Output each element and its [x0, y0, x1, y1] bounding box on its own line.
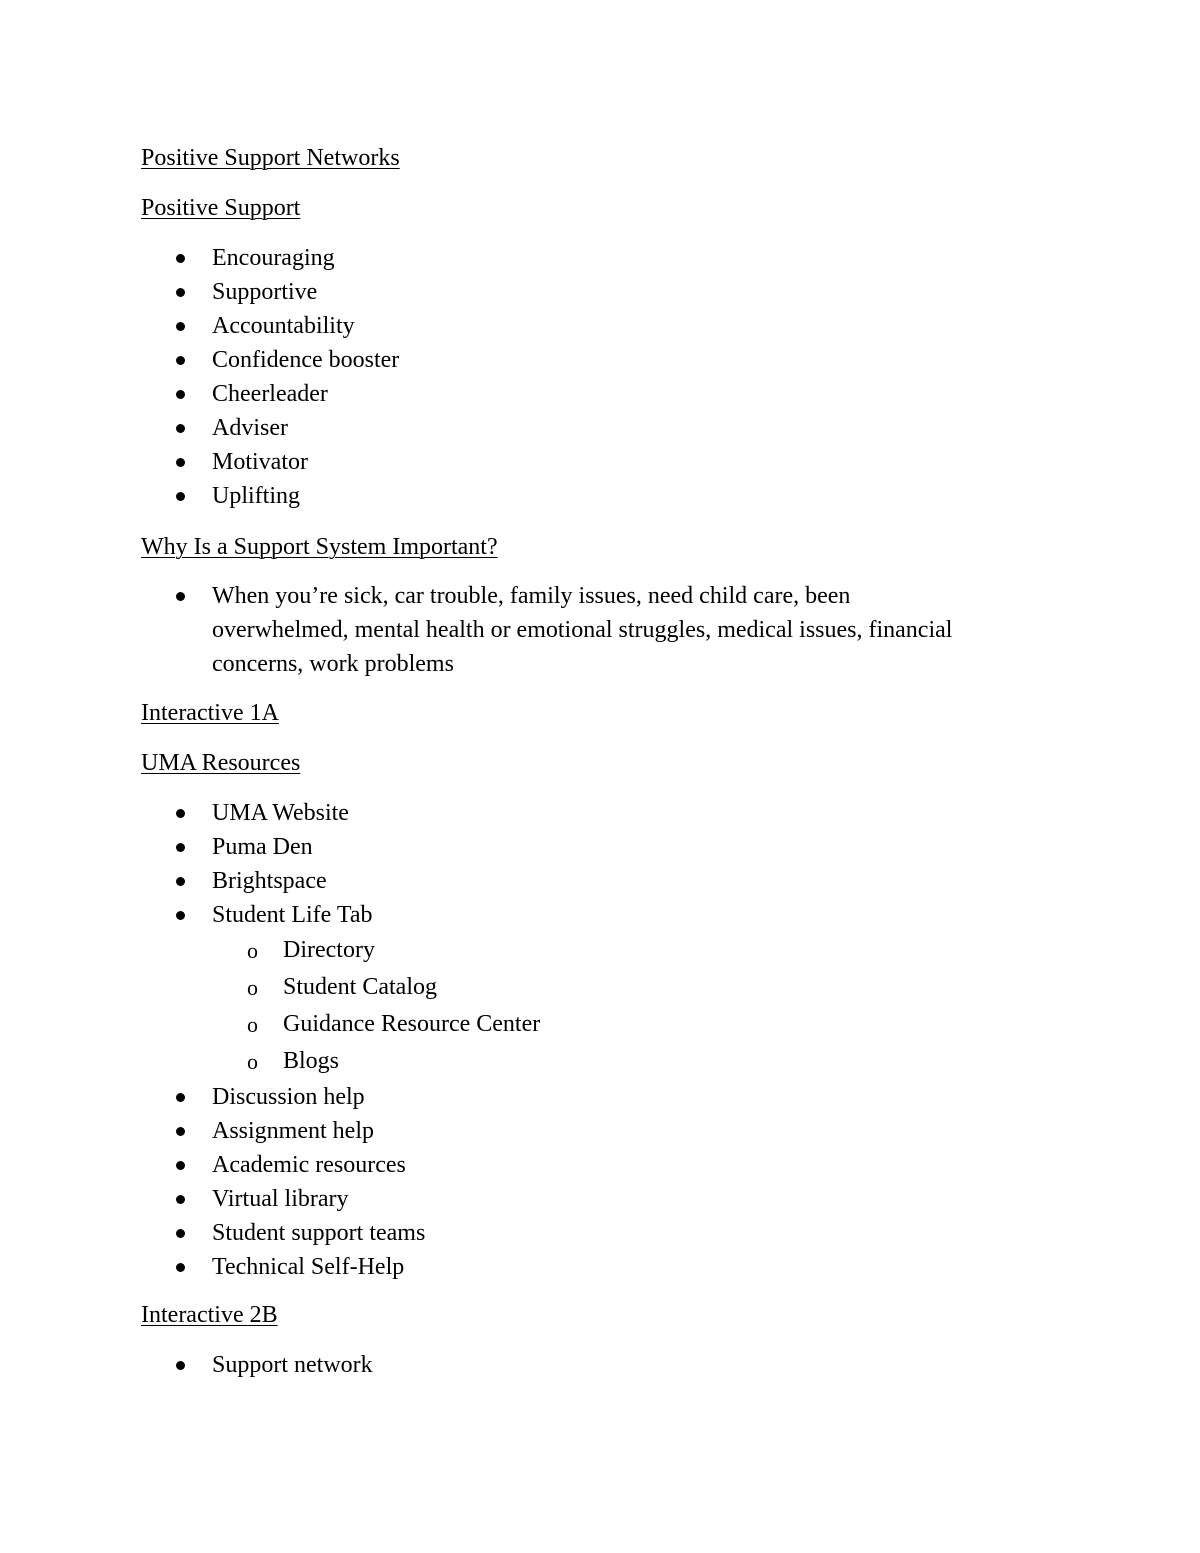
list-item: Student support teams: [0, 1216, 540, 1250]
sub-list-item: o Blogs: [0, 1043, 540, 1080]
list-item: Virtual library: [0, 1182, 540, 1216]
bullet-icon: [176, 492, 185, 501]
hollow-bullet-icon: o: [247, 975, 258, 1000]
bullet-icon: [176, 843, 185, 852]
bullet-icon: [176, 1161, 185, 1170]
list-item: Discussion help: [0, 1080, 540, 1114]
list-item: Accountability: [0, 309, 399, 343]
bullet-icon: [176, 1127, 185, 1136]
bullet-icon: [176, 1263, 185, 1272]
hollow-bullet-icon: o: [247, 1012, 258, 1037]
interactive-1a-heading: Interactive 1A: [141, 700, 279, 726]
hollow-bullet-icon: o: [247, 938, 258, 963]
document-title: Positive Support Networks: [141, 145, 400, 171]
why-important-heading: Why Is a Support System Important?: [141, 534, 498, 560]
list-item: Support network: [0, 1348, 373, 1382]
bullet-icon: [176, 458, 185, 467]
list-item: Cheerleader: [0, 377, 399, 411]
list-item: Confidence booster: [0, 343, 399, 377]
interactive-2b-heading: Interactive 2B: [141, 1302, 278, 1328]
list-item: Adviser: [0, 411, 399, 445]
list-item: Uplifting: [0, 479, 399, 513]
list-item: Supportive: [0, 275, 399, 309]
why-important-text: When you’re sick, car trouble, family issues, need child care, been overwhelmed, mental health or emotional struggles, medical issues, financial concerns, work problems: [212, 583, 953, 677]
uma-resources-list: [0, 796, 540, 1284]
bullet-icon: [176, 911, 185, 920]
interactive-2b-list: [0, 1348, 373, 1382]
bullet-icon: [176, 1361, 185, 1370]
list-item: Brightspace: [0, 864, 540, 898]
list-item: Assignment help: [0, 1114, 540, 1148]
list-item: Academic resources: [0, 1148, 540, 1182]
list-item: Puma Den: [0, 830, 540, 864]
bullet-icon: [176, 809, 185, 818]
bullet-icon: [176, 390, 185, 399]
bullet-icon: [176, 877, 185, 886]
positive-support-list: [0, 241, 399, 513]
list-item: UMA Website: [0, 796, 540, 830]
hollow-bullet-icon: o: [247, 1049, 258, 1074]
bullet-icon: [176, 424, 185, 433]
list-item: Student Life Tab: [0, 898, 540, 932]
list-item: Encouraging: [0, 241, 399, 275]
sub-list-item: o Guidance Resource Center: [0, 1006, 540, 1043]
bullet-icon: [176, 322, 185, 331]
bullet-icon: [176, 1093, 185, 1102]
positive-support-heading: Positive Support: [141, 195, 301, 221]
bullet-icon: [176, 592, 185, 601]
sub-list-item: o Student Catalog: [0, 969, 540, 1006]
list-item: Motivator: [0, 445, 399, 479]
bullet-icon: [176, 1229, 185, 1238]
uma-resources-heading: UMA Resources: [141, 750, 301, 776]
bullet-icon: [176, 254, 185, 263]
bullet-icon: [176, 1195, 185, 1204]
sub-list-item: o Directory: [0, 932, 540, 969]
bullet-icon: [176, 356, 185, 365]
bullet-icon: [176, 288, 185, 297]
list-item: Technical Self-Help: [0, 1250, 540, 1284]
